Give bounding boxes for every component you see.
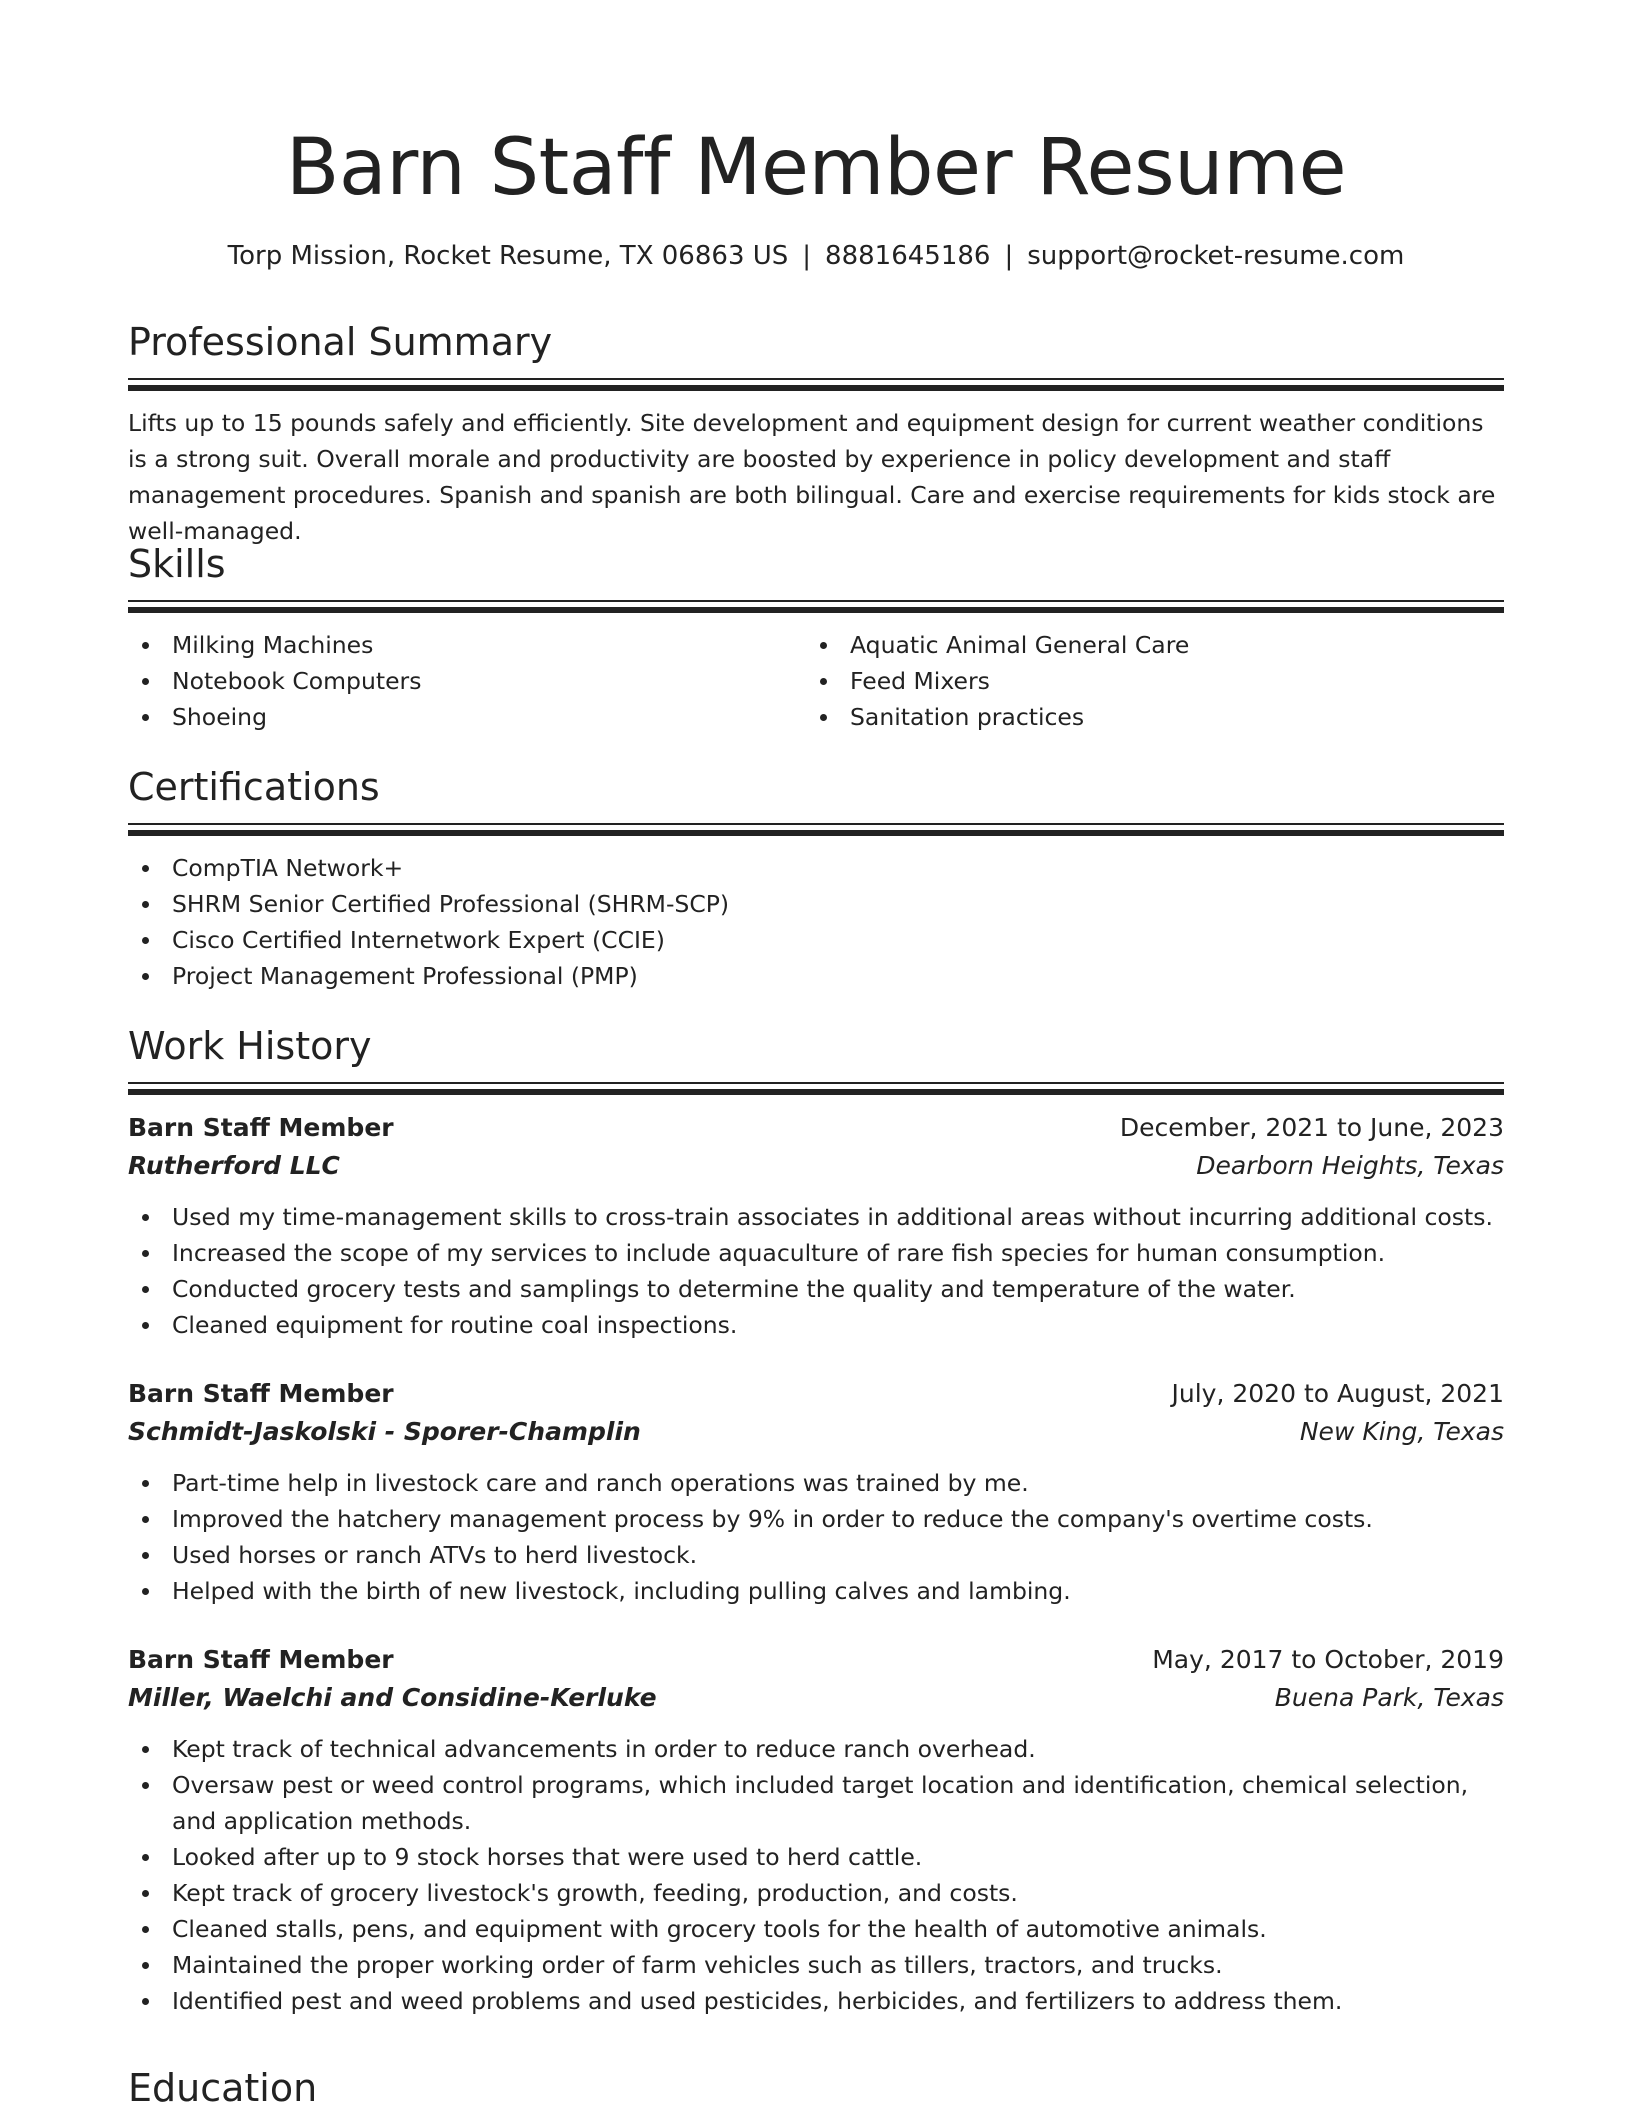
section-title-summary: Professional Summary (128, 320, 553, 364)
certifications-section (128, 763, 1504, 994)
skills-section (128, 540, 1504, 735)
job-header (128, 1641, 1504, 1679)
job-bullet: Maintained the proper working order of farm vehicles such as tillers, tractors, and trucks. (128, 1947, 1504, 1983)
certifications-list (128, 850, 1504, 994)
skills-grid (128, 627, 1504, 735)
resume-page (128, 0, 1504, 2112)
job-entry (128, 1109, 1504, 1343)
job-company: Schmidt-Jaskolski - Sporer-Champlin (128, 1417, 641, 1446)
job-bullet: Increased the scope of my services to include aquaculture of rare fish species for human consumption. (128, 1235, 1504, 1271)
job-bullets (128, 1199, 1504, 1343)
job-title: Barn Staff Member (128, 1113, 394, 1142)
job-subheader (128, 1413, 1504, 1451)
job-entry (128, 1375, 1504, 1609)
job-bullet: Identified pest and weed problems and used pesticides, herbicides, and fertilizers to address them. (128, 1983, 1504, 2019)
skill-item: Sanitation practices (806, 699, 1484, 735)
section-divider (128, 1082, 1504, 1095)
job-bullet: Kept track of grocery livestock's growth, feeding, production, and costs. (128, 1875, 1504, 1911)
summary-text: Lifts up to 15 pounds safely and efficiently. Site development and equipment design for current weather conditions is a strong suit. Overall morale and productivity are boosted by experience in policy development and staff management procedures. Spanish and spanish are both bilingual. Care and exercise requirements for kids stock are well-managed. (128, 409, 1496, 545)
job-bullet: Helped with the birth of new livestock, including pulling calves and lambing. (128, 1573, 1504, 1609)
section-title-education: Education (128, 2066, 318, 2110)
work-history-section (128, 1022, 1504, 2019)
job-bullet: Kept track of technical advancements in order to reduce ranch overhead. (128, 1731, 1504, 1767)
certification-item: SHRM Senior Certified Professional (SHRM-SCP) (128, 886, 1504, 922)
job-bullet: Cleaned stalls, pens, and equipment with grocery tools for the health of automotive animals. (128, 1911, 1504, 1947)
job-entry (128, 1641, 1504, 2019)
skill-item: Shoeing (128, 699, 806, 735)
contact-separator: | (1004, 241, 1014, 271)
education-section (128, 2064, 1504, 2112)
job-bullets (128, 1465, 1504, 1609)
job-subheader (128, 1147, 1504, 1185)
contact-email: support@rocket-resume.com (1027, 241, 1405, 271)
resume-title: Barn Staff Member Resume (285, 123, 1347, 213)
job-bullet: Part-time help in livestock care and ranch operations was trained by me. (128, 1465, 1504, 1501)
contact-address: Torp Mission, Rocket Resume, TX 06863 US (227, 241, 789, 271)
contact-phone: 8881645186 (825, 241, 991, 271)
skills-list-right (806, 627, 1484, 735)
job-bullet: Cleaned equipment for routine coal inspections. (128, 1307, 1504, 1343)
skill-item: Notebook Computers (128, 663, 806, 699)
certification-item: Cisco Certified Internetwork Expert (CCIE) (128, 922, 1504, 958)
job-dates: December, 2021 to June, 2023 (1119, 1113, 1504, 1142)
certification-item: Project Management Professional (PMP) (128, 958, 1504, 994)
job-bullet: Used my time-management skills to cross-train associates in additional areas without incurring additional costs. (128, 1199, 1504, 1235)
job-dates: May, 2017 to October, 2019 (1152, 1645, 1504, 1674)
job-bullet: Looked after up to 9 stock horses that were used to herd cattle. (128, 1839, 1504, 1875)
job-company: Miller, Waelchi and Considine-Kerluke (128, 1683, 657, 1712)
certification-item: CompTIA Network+ (128, 850, 1504, 886)
section-divider (128, 600, 1504, 613)
job-location: Buena Park, Texas (1274, 1683, 1504, 1712)
job-header (128, 1375, 1504, 1413)
job-bullet: Conducted grocery tests and samplings to determine the quality and temperature of the water. (128, 1271, 1504, 1307)
job-title: Barn Staff Member (128, 1379, 394, 1408)
job-location: New King, Texas (1299, 1417, 1504, 1446)
job-subheader (128, 1679, 1504, 1717)
job-bullet: Oversaw pest or weed control programs, which included target location and identification, chemical selection, and application methods. (128, 1767, 1504, 1839)
job-header (128, 1109, 1504, 1147)
section-title-work-history: Work History (128, 1024, 372, 1068)
section-title-certifications: Certifications (128, 765, 380, 809)
job-company: Rutherford LLC (128, 1151, 340, 1180)
job-bullets (128, 1731, 1504, 2019)
skills-list-left (128, 627, 806, 735)
job-location: Dearborn Heights, Texas (1196, 1151, 1504, 1180)
skill-item: Milking Machines (128, 627, 806, 663)
summary-section (128, 318, 1504, 549)
job-dates: July, 2020 to August, 2021 (1171, 1379, 1504, 1408)
section-title-skills: Skills (128, 542, 226, 586)
contact-separator: | (802, 241, 812, 271)
section-divider (128, 823, 1504, 836)
skill-item: Aquatic Animal General Care (806, 627, 1484, 663)
section-divider (128, 378, 1504, 391)
contact-line (128, 238, 1504, 274)
job-bullet: Improved the hatchery management process by 9% in order to reduce the company's overtime costs. (128, 1501, 1504, 1537)
job-title: Barn Staff Member (128, 1645, 394, 1674)
job-bullet: Used horses or ranch ATVs to herd livestock. (128, 1537, 1504, 1573)
skill-item: Feed Mixers (806, 663, 1484, 699)
